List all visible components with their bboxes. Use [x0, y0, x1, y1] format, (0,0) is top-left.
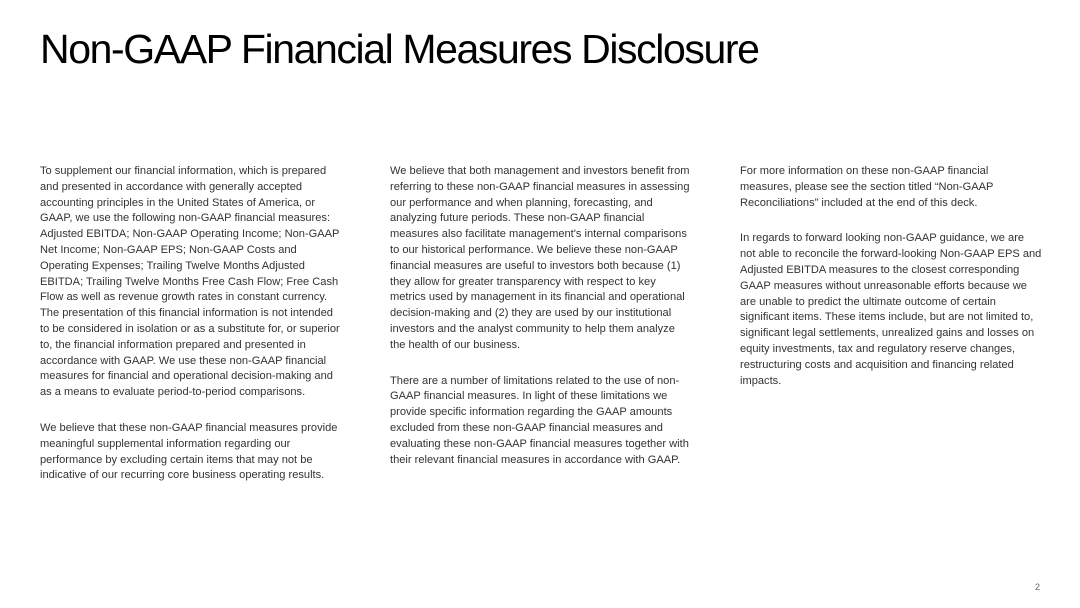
paragraph: In regards to forward looking non-GAAP guidance, we are not able to reconcile the forward-looking Non-GAAP EPS and Adjusted EBITDA measures to the closest corresponding GAAP measures without unreasonable efforts because we are unable to predict the ultimate outcome of certain significant items. These items include, but are not limited to, significant legal settlements, unrealized gains and losses on equity investments, tax and regulatory reserve changes, restructuring costs and acquisition and financing related impacts.	[740, 232, 1042, 387]
text-column-3	[740, 164, 1042, 409]
paragraph: We believe that these non-GAAP financial measures provide meaningful supplemental information regarding our performance by excluding certain items that may not be indicative of our recurring core business operating results.	[40, 421, 338, 482]
page-number: 2	[1034, 582, 1040, 592]
paragraph: We believe that both management and investors benefit from referring to these non-GAAP financial measures in assessing our performance and when planning, forecasting, and analyzing future periods. These non-GAAP financial measures also facilitate management's internal comparisons to our historical performance. We believe these non-GAAP financial measures are useful to investors both because (1) they allow for greater transparency with respect to key metrics used by management in its financial and operational decision-making and (2) they are used by our institutional investors and the analyst community to help them analyze the health of our business.	[390, 165, 690, 351]
page-title: Non-GAAP Financial Measures Disclosure	[40, 26, 759, 72]
paragraph: For more information on these non-GAAP financial measures, please see the section titled “Non-GAAP Reconciliations” included at the end of this deck.	[740, 165, 994, 209]
text-column-2	[390, 164, 692, 488]
text-column-1	[40, 164, 340, 504]
paragraph: To supplement our financial information, which is prepared and presented in accordance with generally accepted accounting principles in the United States of America, or GAAP, we use the following non-GAAP financial measures: Adjusted EBITDA; Non-GAAP Operating Income; Non-GAAP Net Income; Non-GAAP EPS; Non-GAAP Costs and Operating Expenses; Trailing Twelve Months Adjusted EBITDA; Trailing Twelve Months Free Cash Flow; Free Cash Flow as well as revenue growth rates in constant currency. The presentation of this financial information is not intended to be considered in isolation or as a substitute for, or superior to, the financial information prepared and presented in accordance with GAAP. We use these non-GAAP financial measures for financial and operational decision-making and as a means to evaluate period-to-period comparisons.	[40, 165, 340, 399]
paragraph: There are a number of limitations related to the use of non-GAAP financial measures. In light of these limitations we provide specific information regarding the GAAP amounts excluded from these non-GAAP financial measures and evaluating these non-GAAP financial measures together with their relevant financial measures in accordance with GAAP.	[390, 374, 689, 466]
